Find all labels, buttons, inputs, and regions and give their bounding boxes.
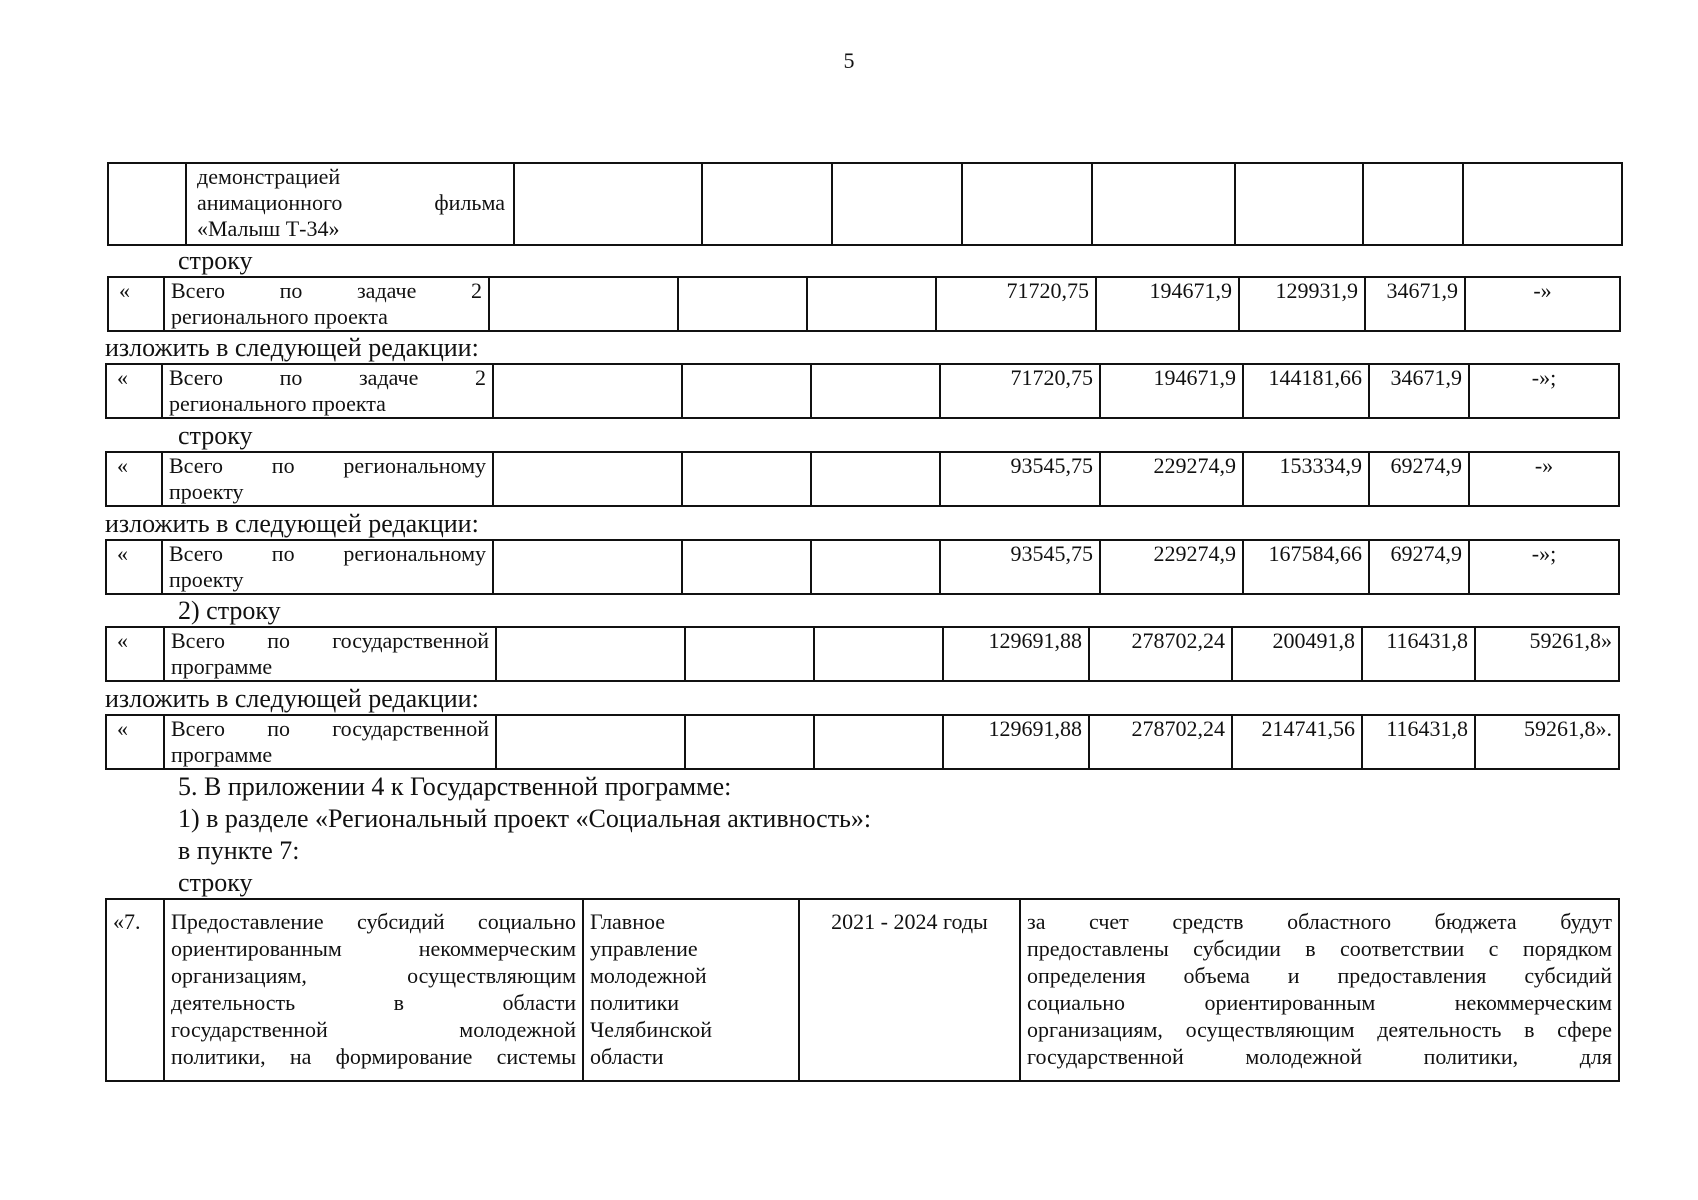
fragment-line-2 xyxy=(197,190,505,216)
label-cell xyxy=(162,364,493,418)
label-line-1: Всего по задаче 2 xyxy=(169,365,486,390)
row-program-old xyxy=(105,626,1620,682)
quote-cell: « xyxy=(106,540,162,594)
label-izlozhit-3: изложить в следующей редакции: xyxy=(105,684,479,713)
org-line-1: Главное xyxy=(590,909,666,934)
item-7-table xyxy=(105,898,1620,1082)
quote-cell: « xyxy=(108,277,164,331)
value-3: 200491,8 xyxy=(1232,627,1362,681)
item-years: 2021 - 2024 годы xyxy=(799,899,1020,1081)
label-cell xyxy=(164,277,489,331)
value-4: 34671,9 xyxy=(1369,364,1469,418)
item-description xyxy=(164,899,583,1081)
top-fragment-table xyxy=(107,162,1623,246)
item-organization xyxy=(583,899,799,1081)
quote-cell: « xyxy=(106,627,164,681)
value-2: 194671,9 xyxy=(1100,364,1243,418)
org-line-2: управление xyxy=(590,936,698,961)
row-project-new xyxy=(105,539,1620,595)
result-line-6: государственной молодежной политики, для xyxy=(1027,1044,1612,1069)
org-line-5: Челябинской xyxy=(590,1017,713,1042)
label-izlozhit-1: изложить в следующей редакции: xyxy=(105,333,479,362)
value-2: 278702,24 xyxy=(1089,627,1232,681)
row-task2-old xyxy=(107,276,1621,332)
section-5-subsection: 1) в разделе «Региональный проект «Социальная активность»: xyxy=(178,804,872,833)
result-line-2: предоставлены субсидии в соответствии с порядком xyxy=(1027,936,1612,961)
label-line-2: регионального проекта xyxy=(171,304,388,329)
value-1: 71720,75 xyxy=(936,277,1096,331)
label-stroku-1: строку xyxy=(178,246,253,275)
quote-cell: « xyxy=(106,364,162,418)
quote-cell: « xyxy=(106,715,164,769)
value-3: 129931,9 xyxy=(1239,277,1365,331)
label-izlozhit-2: изложить в следующей редакции: xyxy=(105,509,479,538)
label-line-1: Всего по государственной xyxy=(171,716,489,741)
row-project-old xyxy=(105,451,1620,507)
value-5: -» xyxy=(1469,452,1619,506)
result-line-5: организациям, осуществляющим деятельность в сфере xyxy=(1027,1017,1612,1042)
value-1: 93545,75 xyxy=(940,540,1100,594)
fragment-line-2b: фильма xyxy=(434,190,505,215)
value-4: 34671,9 xyxy=(1365,277,1465,331)
value-5: -»; xyxy=(1469,364,1619,418)
value-2: 194671,9 xyxy=(1096,277,1239,331)
value-3: 144181,66 xyxy=(1243,364,1369,418)
page-number: 5 xyxy=(843,48,855,73)
row-program-new xyxy=(105,714,1620,770)
label-line-1: Всего по региональному xyxy=(169,453,486,478)
value-4: 69274,9 xyxy=(1369,540,1469,594)
desc-line-5: государственной молодежной xyxy=(171,1017,576,1042)
desc-line-2: ориентированным некоммерческим xyxy=(171,936,576,961)
value-3: 153334,9 xyxy=(1243,452,1369,506)
result-line-1: за счет средств областного бюджета будут xyxy=(1027,909,1612,934)
label-cell xyxy=(162,452,493,506)
label-line-2: программе xyxy=(171,654,273,679)
fragment-text-cell xyxy=(186,163,514,245)
result-line-3: определения объема и предоставления субсидий xyxy=(1027,963,1612,988)
section-5-stroku: строку xyxy=(178,868,253,897)
label-line-2: проекту xyxy=(169,567,244,592)
fragment-line-3: «Малыш Т-34» xyxy=(197,216,340,241)
desc-line-3: организациям, осуществляющим xyxy=(171,963,576,988)
fragment-line-2a: анимационного xyxy=(197,190,343,215)
value-2: 229274,9 xyxy=(1100,540,1243,594)
label-stroku-3: 2) строку xyxy=(178,596,281,625)
label-stroku-2: строку xyxy=(178,421,253,450)
value-2: 229274,9 xyxy=(1100,452,1243,506)
fragment-line-1: демонстрацией xyxy=(197,164,341,189)
label-cell xyxy=(164,715,496,769)
value-4: 116431,8 xyxy=(1362,627,1475,681)
row-task2-new xyxy=(105,363,1620,419)
quote-cell: « xyxy=(106,452,162,506)
org-line-6: области xyxy=(590,1044,664,1069)
org-line-3: молодежной xyxy=(590,963,707,988)
value-5: -» xyxy=(1465,277,1620,331)
desc-line-6: политики, на формирование системы xyxy=(171,1044,576,1069)
value-2: 278702,24 xyxy=(1089,715,1232,769)
value-1: 71720,75 xyxy=(940,364,1100,418)
section-5-heading: 5. В приложении 4 к Государственной программе: xyxy=(178,772,732,801)
label-cell xyxy=(164,627,496,681)
value-5: 59261,8». xyxy=(1475,715,1619,769)
value-5: -»; xyxy=(1469,540,1619,594)
cell-empty xyxy=(108,163,186,245)
label-line-1: Всего по региональному xyxy=(169,541,486,566)
value-1: 93545,75 xyxy=(940,452,1100,506)
value-1: 129691,88 xyxy=(943,715,1089,769)
item-result xyxy=(1020,899,1619,1081)
desc-line-1: Предоставление субсидий социально xyxy=(171,909,576,934)
value-3: 214741,56 xyxy=(1232,715,1362,769)
value-1: 129691,88 xyxy=(943,627,1089,681)
org-line-4: политики xyxy=(590,990,680,1015)
value-4: 116431,8 xyxy=(1362,715,1475,769)
value-3: 167584,66 xyxy=(1243,540,1369,594)
label-cell xyxy=(162,540,493,594)
label-line-2: регионального проекта xyxy=(169,391,386,416)
value-5: 59261,8» xyxy=(1475,627,1619,681)
label-line-2: программе xyxy=(171,742,273,767)
section-5-item: в пункте 7: xyxy=(178,836,300,865)
desc-line-4: деятельность в области xyxy=(171,990,576,1015)
item-number: «7. xyxy=(106,899,164,1081)
label-line-2: проекту xyxy=(169,479,244,504)
label-line-1: Всего по государственной xyxy=(171,628,489,653)
value-4: 69274,9 xyxy=(1369,452,1469,506)
result-line-4: социально ориентированным некоммерческим xyxy=(1027,990,1612,1015)
label-line-1: Всего по задаче 2 xyxy=(171,278,482,303)
